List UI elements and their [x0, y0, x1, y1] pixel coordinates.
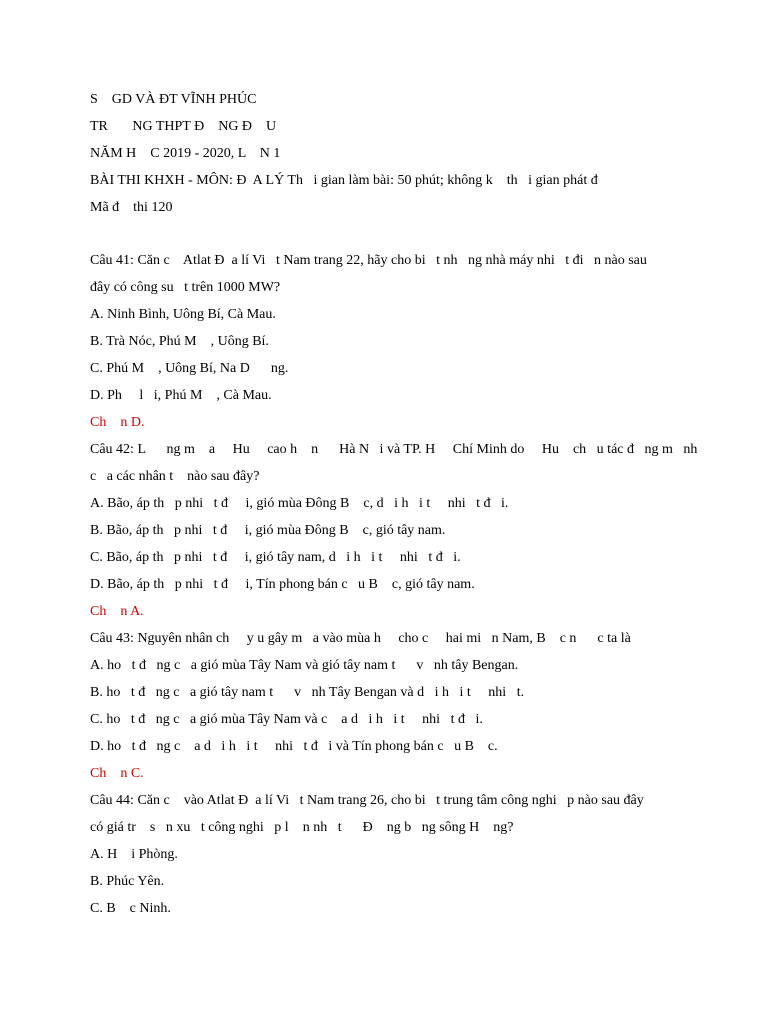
question-41-option-b: B. Trà Nóc, Phú M , Uông Bí.	[90, 334, 269, 349]
question-42-stem-line-2: c a các nhân t nào sau đây?	[90, 469, 260, 484]
question-41-option-d: D. Ph l i, Phú M , Cà Mau.	[90, 388, 272, 403]
spacer	[90, 221, 690, 247]
question-44-stem-line-2: có giá tr s n xu t công nghi p l n nh t Đ ng b ng sông H ng?	[90, 820, 514, 835]
question-42-option-a: A. Bão, áp th p nhi t đ i, gió mùa Đông B c, d i h i t nhi t đ i.	[90, 496, 509, 511]
header-exam-code: Mã đ thi 120	[90, 200, 173, 215]
question-41-option-c: C. Phú M , Uông Bí, Na D ng.	[90, 361, 289, 376]
question-44-option-c: C. B c Ninh.	[90, 901, 171, 916]
question-41-stem-line-2: đây có công su t trên 1000 MW?	[90, 280, 281, 295]
question-41-stem-line-1: Câu 41: Căn c Atlat Đ a lí Vi t Nam trang 22, hãy cho bi t nh ng nhà máy nhi t đi n nào sau	[90, 253, 647, 268]
question-44-stem-line-1: Câu 44: Căn c vào Atlat Đ a lí Vi t Nam trang 26, cho bi t trung tâm công nghi p nào sau đây	[90, 793, 644, 808]
question-43-option-d: D. ho t đ ng c a d i h i t nhi t đ i và Tín phong bán c u B c.	[90, 739, 498, 754]
header-department: S GD VÀ ĐT VĨNH PHÚC	[90, 92, 257, 107]
question-43-answer: Ch n C.	[90, 766, 144, 781]
header-exam-subject: BÀI THI KHXH - MÔN: Đ A LÝ Th i gian làm bài: 50 phút; không k th i gian phát đ	[90, 173, 598, 188]
question-44-option-a: A. H i Phòng.	[90, 847, 178, 862]
question-42-stem-line-1: Câu 42: L ng m a Hu cao h n Hà N i và TP. H Chí Minh do Hu ch u tác đ ng m nh	[90, 442, 698, 457]
question-43-stem-line-1: Câu 43: Nguyên nhân ch y u gây m a vào mùa h cho c hai mi n Nam, B c n c ta là	[90, 631, 631, 646]
question-42-answer: Ch n A.	[90, 604, 144, 619]
exam-page	[90, 86, 698, 922]
question-44-option-b: B. Phúc Yên.	[90, 874, 165, 889]
question-41-answer: Ch n D.	[90, 415, 145, 430]
question-42-option-d: D. Bão, áp th p nhi t đ i, Tín phong bán c u B c, gió tây nam.	[90, 577, 475, 592]
question-43-option-a: A. ho t đ ng c a gió mùa Tây Nam và gió tây nam t v nh tây Bengan.	[90, 658, 519, 673]
question-42-option-b: B. Bão, áp th p nhi t đ i, gió mùa Đông B c, gió tây nam.	[90, 523, 446, 538]
question-42-option-c: C. Bão, áp th p nhi t đ i, gió tây nam, d i h i t nhi t đ i.	[90, 550, 461, 565]
header-school: TR NG THPT Đ NG Đ U	[90, 119, 277, 134]
question-43-option-b: B. ho t đ ng c a gió tây nam t v nh Tây Bengan và d i h i t nhi t.	[90, 685, 525, 700]
header-school-year: NĂM H C 2019 - 2020, L N 1	[90, 146, 281, 161]
question-43-option-c: C. ho t đ ng c a gió mùa Tây Nam và c a d i h i t nhi t đ i.	[90, 712, 483, 727]
question-41-option-a: A. Ninh Bình, Uông Bí, Cà Mau.	[90, 307, 276, 322]
